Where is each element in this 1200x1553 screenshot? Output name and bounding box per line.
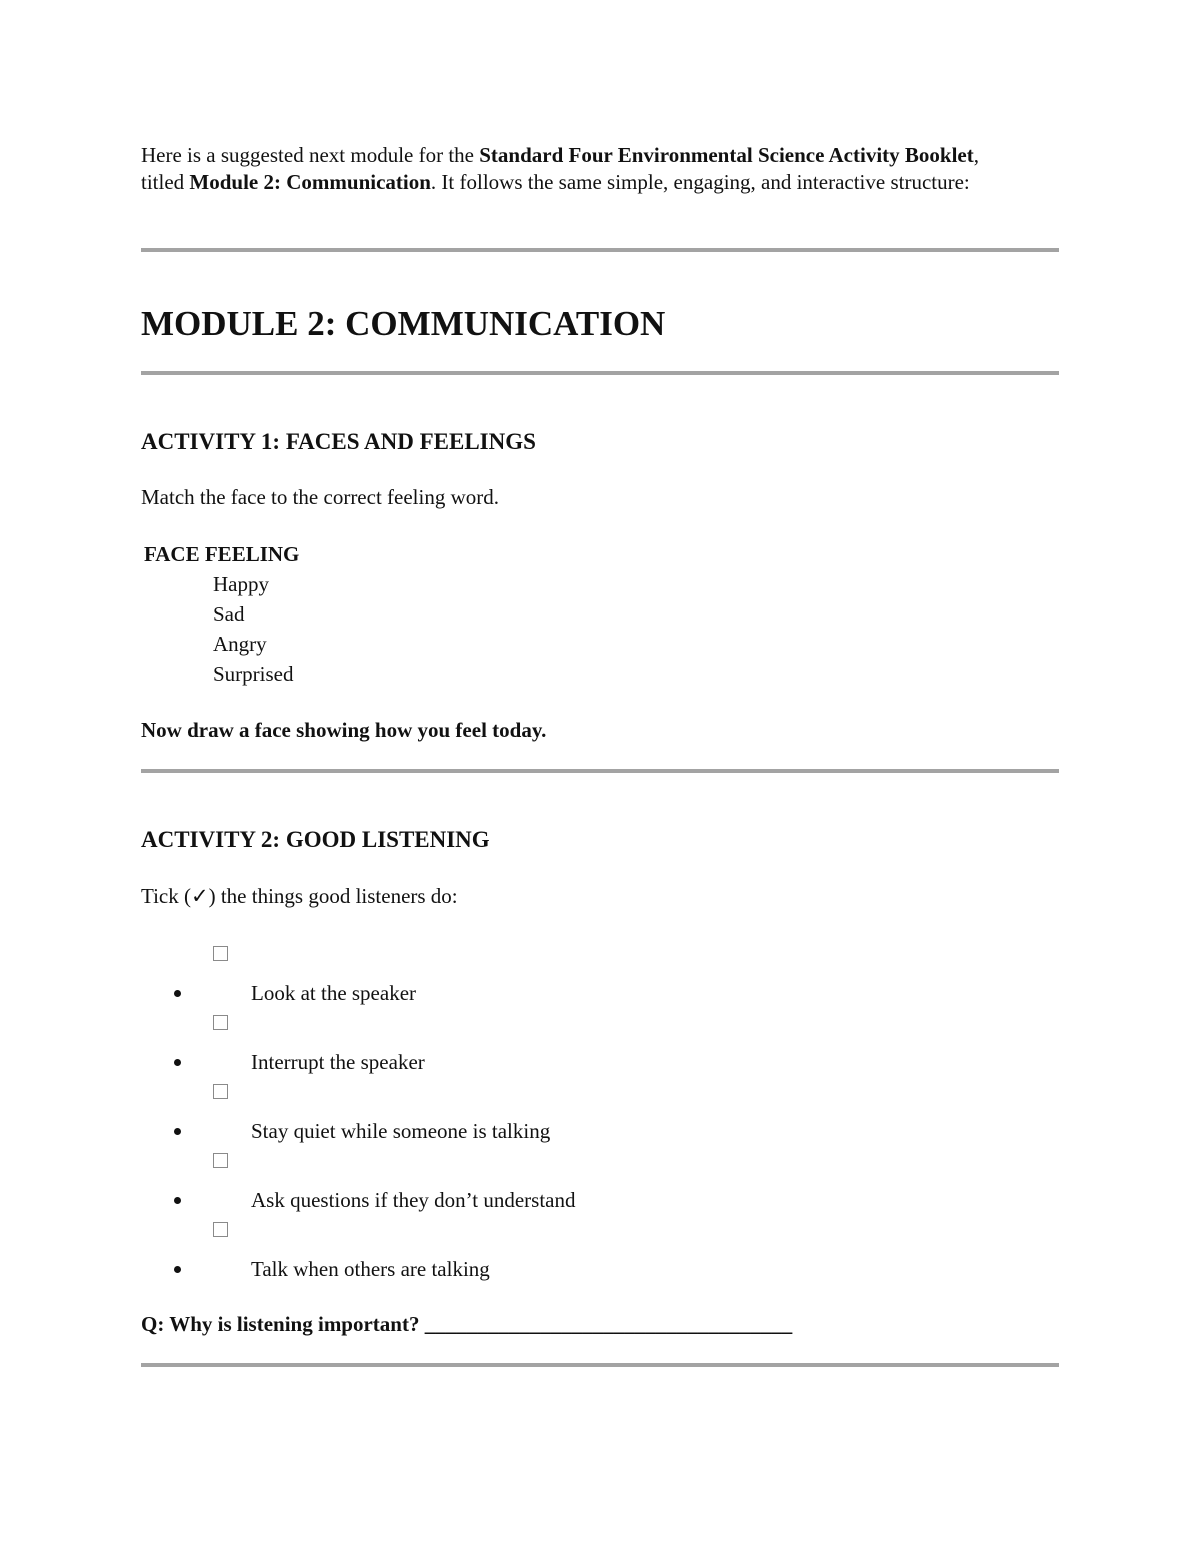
listening-item: Interrupt the speaker <box>251 1050 425 1074</box>
activity-2-instruction: Tick (✓) the things good listeners do: <box>141 884 458 908</box>
booklet-name: Standard Four Environmental Science Activity Booklet <box>479 143 974 167</box>
draw-face-prompt: Now draw a face showing how you feel today. <box>141 718 547 742</box>
module-name: Module 2: Communication <box>189 170 431 194</box>
intro-text-2: , titled <box>141 143 979 194</box>
listening-question: Q: Why is listening important? ___________________________________ <box>141 1312 793 1336</box>
bullet-point <box>174 990 181 997</box>
feeling-word: Angry <box>213 632 267 656</box>
bullet-point <box>174 1059 181 1066</box>
feeling-word: Sad <box>213 602 245 626</box>
horizontal-rule <box>141 371 1059 375</box>
checkbox[interactable] <box>213 946 228 961</box>
horizontal-rule <box>141 248 1059 252</box>
activity-1-title: ACTIVITY 1: FACES AND FEELINGS <box>141 429 536 454</box>
intro-text-3: . It follows the same simple, engaging, and interactive structure: <box>430 170 970 194</box>
horizontal-rule <box>141 1363 1059 1367</box>
intro-paragraph <box>141 142 1021 196</box>
listening-item: Look at the speaker <box>251 981 417 1005</box>
feeling-word: Surprised <box>213 662 294 686</box>
checkbox[interactable] <box>213 1015 228 1030</box>
listening-item: Ask questions if they don’t understand <box>251 1188 576 1212</box>
checkbox[interactable] <box>213 1222 228 1237</box>
bullet-point <box>174 1128 181 1135</box>
bullet-point <box>174 1197 181 1204</box>
listening-item: Stay quiet while someone is talking <box>251 1119 551 1143</box>
checkbox[interactable] <box>213 1153 228 1168</box>
intro-text: Here is a suggested next module for the <box>141 143 480 167</box>
bullet-point <box>174 1266 181 1273</box>
horizontal-rule <box>141 769 1059 773</box>
activity-2-title: ACTIVITY 2: GOOD LISTENING <box>141 827 490 852</box>
activity-1-instruction: Match the face to the correct feeling word. <box>141 485 499 509</box>
face-feeling-header: FACE FEELING <box>144 542 300 566</box>
feeling-word: Happy <box>213 572 269 596</box>
module-title: MODULE 2: COMMUNICATION <box>141 304 666 343</box>
listening-item: Talk when others are talking <box>251 1257 490 1281</box>
checkbox[interactable] <box>213 1084 228 1099</box>
